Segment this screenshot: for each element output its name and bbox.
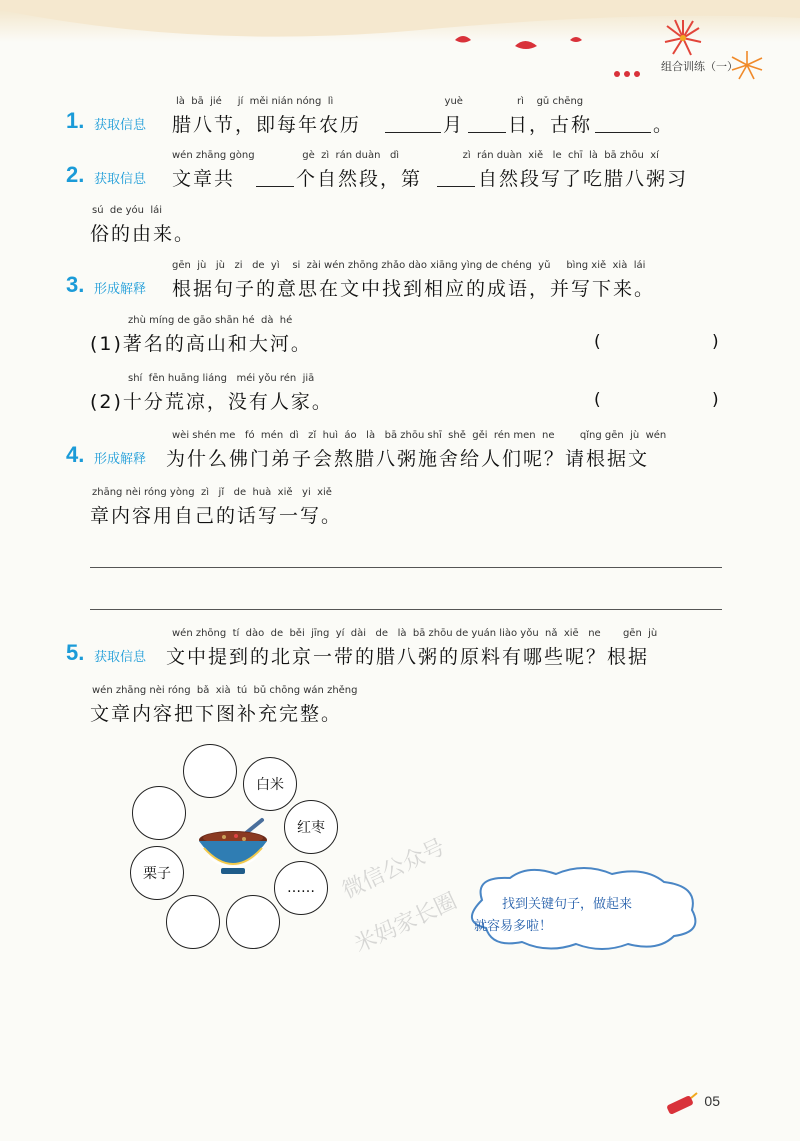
ingredient-circle-3[interactable] [132,786,186,840]
ingredient-circle-7[interactable] [166,895,220,949]
header-dots [614,62,650,70]
question-3-text: 根据句子的意思在文中找到相应的成语，并写下来。 [172,278,656,300]
question-2-text-d: 俗的由来。 [90,223,196,245]
question-5-text-a: 文中提到的北京一带的腊八粥的原料有哪些呢？根据 [166,646,650,668]
question-1-text-a: 腊八节，即每年农历 [172,114,362,136]
q1-blank-month[interactable] [385,131,441,133]
q1-blank-ancient-name[interactable] [595,131,651,133]
q3-sub1-paren-close: ) [712,332,719,352]
question-3-sub1-pinyin: zhù míng de gāo shān hé dà hé [128,315,293,326]
question-3-tag: 形成解释 [94,282,147,297]
porridge-bowl-icon [196,816,270,880]
question-1-tag: 获取信息 [94,118,147,133]
q3-sub2-answer-box[interactable] [606,388,710,412]
question-5-number: 5. [66,640,85,665]
question-5-text-b: 文章内容把下图补充完整。 [90,703,343,725]
q1-blank-day[interactable] [468,131,506,133]
tip-text-line-1: 找到关键句子，做起来 [502,897,633,912]
firecracker-icon [663,1092,699,1116]
question-2-text-c: 自然段写了吃腊八粥习 [478,168,689,190]
tip-text-line-2: 就容易多啦！ [474,919,553,934]
ingredient-circle-1[interactable] [183,744,237,798]
question-4-number: 4. [66,442,85,467]
question-4-text-b: 章内容用自己的话写一写。 [90,505,343,527]
question-1-text-b: 月 [443,114,465,136]
q3-sub2-paren-open: ( [594,390,601,410]
q3-sub1-paren-open: ( [594,332,601,352]
question-1-number: 1. [66,108,85,133]
question-1-pinyin: là bā jié jí měi nián nóng lì yuè rì gǔ chēng [176,96,584,107]
watermark-line-2: 米妈家长圈 [350,888,461,958]
question-5-pinyin-1: wén zhōng tí dào de běi jīng yí dài de là bā zhōu de yuán liào yǒu nǎ xiē ne gēn jù [172,628,658,639]
question-4-text-a: 为什么佛门弟子会熬腊八粥施舍给人们呢？请根据文 [166,448,650,470]
question-2-tag: 获取信息 [94,172,147,187]
question-3-number: 3. [66,272,85,297]
question-1-text-c: 日，古称 [508,114,593,136]
question-4-pinyin-2: zhāng nèi róng yòng zì jǐ de huà xiě yi xiě [92,487,332,498]
question-3-sub2: (2)十分荒凉，没有人家。 [90,391,333,413]
question-1-text-d: 。 [653,114,675,136]
ingredient-circle-5: 栗子 [130,846,184,900]
ingredient-circle-8[interactable] [226,895,280,949]
q2-blank-count[interactable] [256,185,294,187]
question-2-pinyin-1: wén zhāng gòng gè zì rán duàn dì zì rán duàn xiě le chī là bā zhōu xí [172,150,659,161]
question-4-tag: 形成解释 [94,452,147,467]
question-3-sub2-pinyin: shí fēn huāng liáng méi yǒu rén jiā [128,373,315,384]
page-number: 05 [704,1093,720,1109]
watermark-line-1: 微信公众号 [338,834,449,904]
ingredient-circle-4: 红枣 [284,800,338,854]
question-2-pinyin-2: sú de yóu lái [92,205,162,216]
q3-sub2-paren-close: ) [712,390,719,410]
question-2-number: 2. [66,162,85,187]
question-5-pinyin-2: wén zhāng nèi róng bǎ xià tú bǔ chōng wán zhěng [92,685,358,696]
question-2-text-b: 个自然段，第 [296,168,423,190]
question-3-pinyin: gēn jù jù zi de yì si zài wén zhōng zhǎo dào xiāng yìng de chéng yǔ bìng xiě xià lái [172,260,646,271]
q4-answer-line-1[interactable] [90,567,722,568]
q3-sub1-answer-box[interactable] [606,330,710,354]
q4-answer-line-2[interactable] [90,609,722,610]
ingredient-circle-2: 白米 [243,757,297,811]
q2-blank-paragraph[interactable] [437,185,475,187]
question-4-pinyin-1: wèi shén me fó mén dì zǐ huì áo là bā zhōu shī shě gěi rén men ne qǐng gēn jù wén [172,430,667,441]
firework-icon [663,18,703,58]
section-title: 组合训练（一） [661,60,738,73]
ingredient-circle-6: …… [274,861,328,915]
question-3-sub1: (1)著名的高山和大河。 [90,333,312,355]
question-5-tag: 获取信息 [94,650,147,665]
question-2-text-a: 文章共 [172,168,236,190]
